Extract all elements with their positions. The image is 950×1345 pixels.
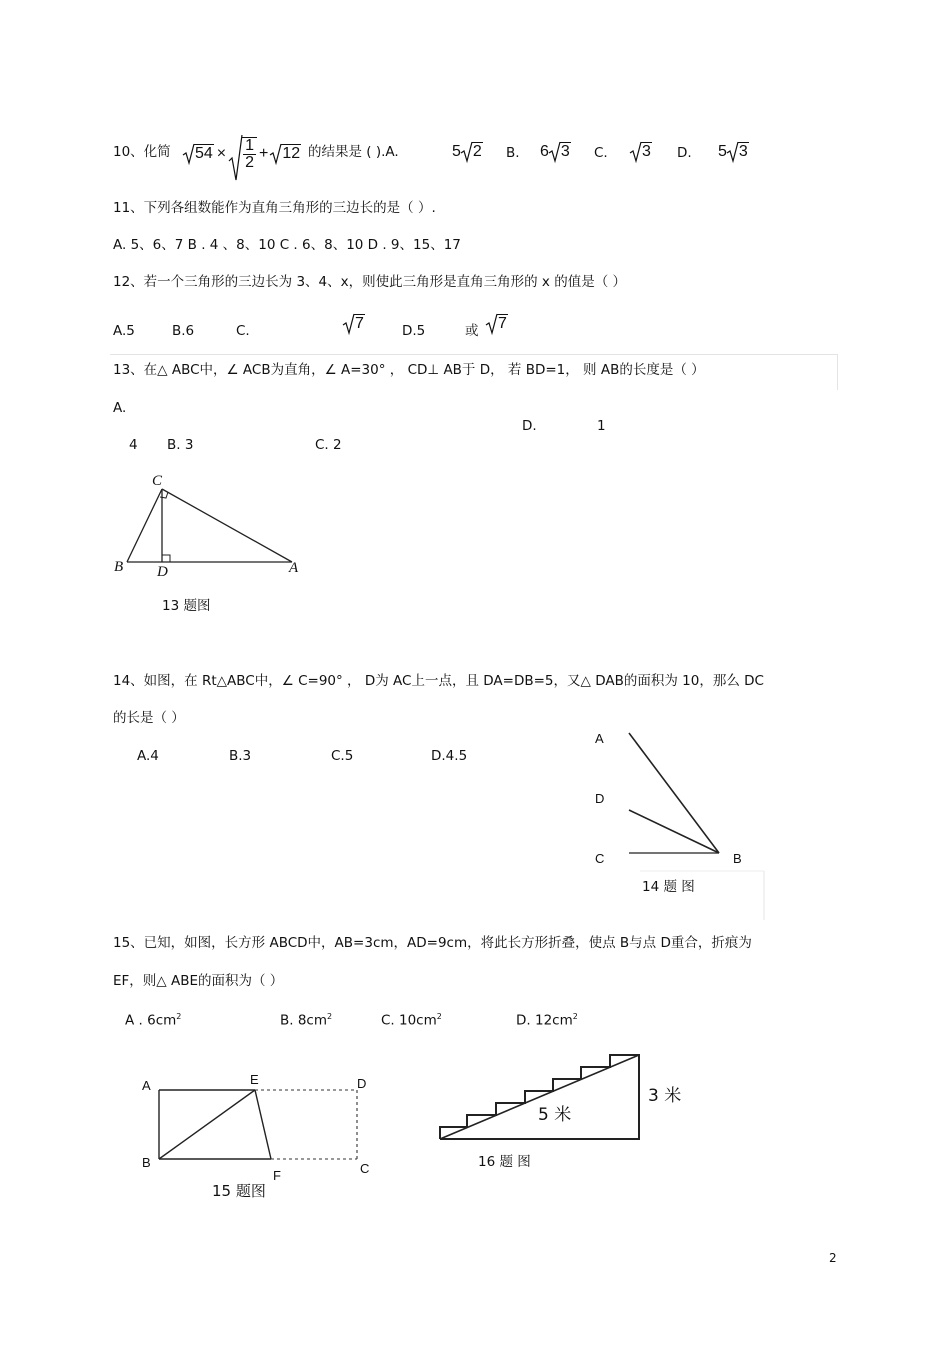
q13-option-a-label: A. xyxy=(113,400,127,416)
q14-caption: 14 题 图 xyxy=(642,879,695,895)
q13-divider xyxy=(110,354,837,355)
q13-divider-right xyxy=(837,354,838,390)
radical-sign-icon xyxy=(727,142,738,162)
q13-option-a-value: 4 xyxy=(129,437,138,453)
q10-option-b: 6 3 xyxy=(540,143,570,160)
q13-option-d-label: D. xyxy=(522,418,537,434)
sqrt-12: 12 xyxy=(270,146,301,162)
q12-option-c-label: C. xyxy=(236,323,250,339)
q13-caption: 13 题图 xyxy=(162,598,211,614)
q13-label-a: A xyxy=(289,560,299,576)
radical-sign-icon xyxy=(270,144,281,164)
q10-option-a: 5 2 xyxy=(452,143,482,160)
q15-label-e: E xyxy=(250,1072,259,1087)
q10-option-d: 5 3 xyxy=(718,143,748,160)
q14-segment-db xyxy=(629,810,719,853)
q15-label-a: A xyxy=(142,1078,151,1093)
q13-side-bc xyxy=(127,489,162,562)
q15-label-b: B xyxy=(142,1155,151,1170)
q15-stem-line1: 15、已知，如图，长方形 ABCD中，AB=3cm，AD=9cm，将此长方形折叠，使点 B与点 D重合，折痕为 xyxy=(113,935,752,951)
q14-option-d: D.4.5 xyxy=(431,748,468,764)
q15-caption: 15 题图 xyxy=(212,1182,266,1200)
q10-suffix: 的结果是 ( ).A. xyxy=(308,144,399,160)
q12-option-d: 7 xyxy=(486,316,508,332)
q12-option-c: 7 xyxy=(343,316,365,332)
q15-stem-line2: EF，则△ ABE的面积为（ ） xyxy=(113,973,284,989)
q13-side-ca xyxy=(162,489,292,562)
q14-stem-line2: 的长是（ ） xyxy=(113,710,185,726)
q11-options: A. 5、6、7 B . 4 、8、10 C . 6、8、10 D . 9、15、17 xyxy=(113,237,461,253)
q13-label-b: B xyxy=(114,559,124,575)
q15-label-c: C xyxy=(360,1161,370,1176)
q14-label-c: C xyxy=(595,851,605,866)
q12-option-a: A.5 xyxy=(113,323,135,339)
q10-option-c-label: C. xyxy=(594,145,608,161)
q10-option-c: 3 xyxy=(630,144,652,160)
q10-option-b-label: B. xyxy=(506,145,520,161)
q13-right-angle-d-icon xyxy=(162,555,170,562)
q16-hypotenuse xyxy=(440,1055,639,1139)
radical-sign-icon xyxy=(343,314,354,334)
q12-stem: 12、若一个三角形的三边长为 3、4、x，则使此三角形是直角三角形的 x 的值是（ ） xyxy=(113,274,626,290)
q14-option-a: A.4 xyxy=(137,748,159,764)
q13-label-c: C xyxy=(152,473,163,489)
q10-option-d-label: D. xyxy=(677,145,692,161)
q11-stem: 11、下列各组数能作为直角三角形的三边长的是（ ）. xyxy=(113,200,436,216)
page-number: 2 xyxy=(829,1251,837,1265)
q13-right-angle-c-icon xyxy=(160,492,168,498)
radical-sign-icon xyxy=(461,142,472,162)
q14-option-c: C.5 xyxy=(331,748,354,764)
q14-label-b: B xyxy=(733,851,742,866)
radical-sign-icon xyxy=(183,144,194,164)
q14-segment-ab xyxy=(629,733,719,853)
q12-option-b: B.6 xyxy=(172,323,195,339)
q15-label-d: D xyxy=(357,1076,367,1091)
q15-crease-ef xyxy=(255,1090,271,1159)
q13-label-d: D xyxy=(157,564,168,580)
fraction-one-half: $\frac{1}{2}$ xyxy=(245,137,255,171)
sqrt-half xyxy=(229,137,257,171)
radical-sign-icon xyxy=(630,142,641,162)
q10-prefix: 10、化简 xyxy=(113,144,171,160)
q15-option-c: C. $10cm^2$ xyxy=(381,1012,442,1029)
q16-label-3m: 3 米 xyxy=(648,1086,682,1106)
q16-staircase-outline xyxy=(440,1055,639,1139)
q12-or-text: 或 xyxy=(465,323,479,339)
radical-sign-icon xyxy=(229,135,242,181)
q14-label-d: D xyxy=(595,791,605,806)
q13-stem: 13、在△ ABC中，∠ ACB为直角，∠ A=30° ， CD⊥ AB于 D， 若 BD=1， 则 AB的长度是（ ） xyxy=(113,362,705,378)
q15-option-d: D. $12cm^2$ xyxy=(516,1012,578,1029)
q13-option-b: B. 3 xyxy=(167,437,194,453)
q16-caption: 16 题 图 xyxy=(478,1154,531,1170)
sqrt-54: 54 xyxy=(183,146,214,162)
radical-sign-icon xyxy=(549,142,560,162)
q15-option-b: B. $8cm^2$ xyxy=(280,1012,333,1029)
q16-label-5m: 5 米 xyxy=(538,1105,572,1125)
q14-stem-line1: 14、如图，在 Rt△ABC中，∠ C=90° ， D为 AC上一点，且 DA=DB=5，又△ DAB的面积为 10，那么 DC xyxy=(113,673,764,689)
q15-segment-be xyxy=(159,1090,255,1159)
q10-expression: 54 × $\frac{1}{2}$ + 12 xyxy=(183,131,301,177)
q13-option-d-value: 1 xyxy=(597,418,606,434)
q14-label-a: A xyxy=(595,731,604,746)
q15-label-f: F xyxy=(273,1168,281,1183)
q13-option-c: C. 2 xyxy=(315,437,342,453)
q12-option-d-label: D.5 xyxy=(402,323,426,339)
q14-option-b: B.3 xyxy=(229,748,252,764)
q15-option-a: A . $6cm^2$ xyxy=(125,1012,182,1029)
radical-sign-icon xyxy=(486,314,497,334)
